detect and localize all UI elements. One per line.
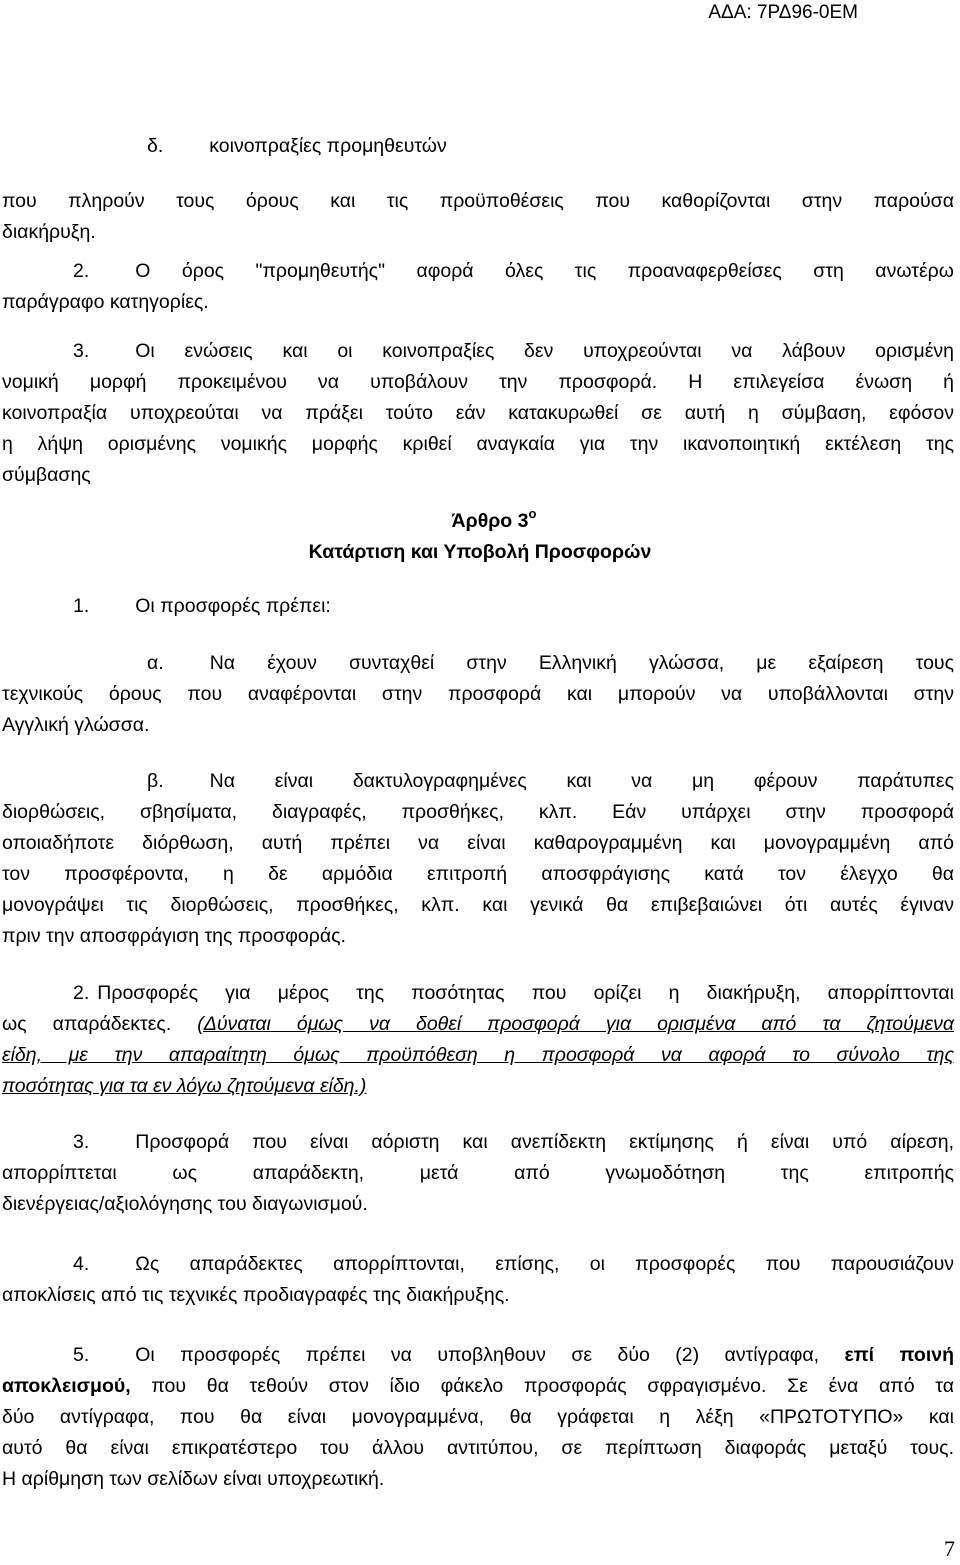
- section-5-line: αυτό θα είναι επικρατέστερο του άλλου αντιτύπου, σε περίπτωση διαφοράς μεταξύ τους.: [2, 1437, 954, 1459]
- section-note-italic: ποσότητας για τα εν λόγω ζητούμενα είδη.): [2, 1075, 367, 1097]
- item-a-line: Αγγλική γλώσσα.: [2, 714, 150, 736]
- section-2-line: [2, 1009, 954, 1041]
- section-number: 1.: [73, 595, 90, 617]
- paragraph-number: 3.: [73, 340, 90, 362]
- item-number: δ.: [147, 135, 164, 157]
- item-b-line: πριν την αποσφράγιση της προσφοράς.: [2, 925, 346, 947]
- item-number: α.: [147, 652, 164, 674]
- article-title: [0, 506, 960, 538]
- item-number: β.: [147, 770, 164, 792]
- section-5-line: [73, 1340, 954, 1372]
- section-4-line: αποκλίσεις από τις τεχνικές προδιαγραφές της διακήρυξης.: [2, 1284, 510, 1306]
- item-text: Να έχουν συνταχθεί στην Ελληνική γλώσσα, με εξαίρεση τους: [209, 652, 954, 674]
- paragraph-3-line: σύμβασης: [2, 464, 91, 486]
- section-text: ως απαράδεκτες.: [2, 1013, 198, 1035]
- item-b-line: οποιαδήποτε διόρθωση, αυτή πρέπει να είναι καθαρογραμμένη και μονογραμμένη από: [2, 832, 954, 854]
- section-5-line: Η αρίθμηση των σελίδων είναι υποχρεωτική.: [2, 1468, 385, 1490]
- section-text: που θα τεθούν στον ίδιο φάκελο προσφοράς σφραγισμένο. Σε ένα από τα: [130, 1375, 954, 1397]
- section-text: Οι προσφορές πρέπει:: [135, 595, 331, 617]
- section-4-line: [73, 1249, 954, 1281]
- section-number: 3.: [73, 1131, 90, 1153]
- article-title-superscript: ο: [528, 506, 537, 521]
- section-text: Προσφορά που είναι αόριστη και ανεπίδεκτη εκτίμησης ή είναι υπό αίρεση,: [135, 1131, 954, 1153]
- article-subtitle: Κατάρτιση και Υποβολή Προσφορών: [308, 541, 652, 563]
- paragraph-line: που πληρούν τους όρους και τις προϋποθέσεις που καθορίζονται στην παρούσα: [2, 190, 954, 212]
- section-1: [73, 591, 331, 623]
- section-2-line: [73, 978, 954, 1010]
- section-text-bold: αποκλεισμού,: [2, 1375, 131, 1397]
- section-3-line: απορρίπτεται ως απαράδεκτη, μετά από γνωμοδότηση της επιτροπής: [2, 1162, 954, 1184]
- section-text: Προσφορές για μέρος της ποσότητας που ορίζει η διακήρυξη, απορρίπτονται: [97, 982, 954, 1004]
- section-3-line: [73, 1127, 954, 1159]
- paragraph-3-line: νομική μορφή προκειμένου να υποβάλουν την προσφορά. Η επιλεγείσα ένωση ή: [2, 371, 954, 393]
- section-3-line: διενέργειας/αξιολόγησης του διαγωνισμού.: [2, 1193, 368, 1215]
- paragraph-3-line: η λήψη ορισμένης νομικής μορφής κριθεί αναγκαία για την ικανοποιητική εκτέλεση της: [2, 433, 954, 455]
- section-5-line: [2, 1371, 954, 1403]
- paragraph-line: διακήρυξη.: [2, 221, 96, 243]
- page-number: 7: [944, 1536, 955, 1561]
- section-text: Οι προσφορές πρέπει να υποβληθουν σε δύο (2) αντίγραφα,: [135, 1344, 845, 1366]
- list-item-d: [147, 131, 447, 163]
- item-b-line: [147, 766, 954, 798]
- item-text: κοινοπραξίες προμηθευτών: [209, 135, 447, 157]
- section-note-italic: είδη, με την απαραίτητη όμως προϋπόθεση η προσφορά να αφορά το σύνολο της: [2, 1044, 954, 1066]
- paragraph-number: 2.: [73, 260, 90, 282]
- item-text: Να είναι δακτυλογραφημένες και να μη φέρουν παράτυπες: [209, 770, 954, 792]
- paragraph-text: Ο όρος "προμηθευτής" αφορά όλες τις προαναφερθείσες στη ανωτέρω: [135, 260, 954, 282]
- item-b-line: μονογράψει τις διορθώσεις, προσθήκες, κλπ. και γενικά θα επιβεβαιώνει ότι αυτές έγιναν: [2, 894, 954, 916]
- section-number: 5.: [73, 1344, 90, 1366]
- section-text-bold: επί ποινή: [844, 1344, 955, 1366]
- section-number: 2.: [73, 982, 90, 1004]
- paragraph-3-line: κοινοπραξία υποχρεούται να πράξει τούτο εάν κατακυρωθεί σε αυτή η σύμβαση, εφόσον: [2, 402, 954, 424]
- paragraph-3-line: [73, 336, 954, 368]
- paragraph-2-line: παράγραφο κατηγορίες.: [2, 291, 209, 313]
- section-number: 4.: [73, 1253, 90, 1275]
- item-b-line: τον προσφέροντα, η δε αρμόδια επιτροπή αποσφράγισης κατά τον έλεγχο θα: [2, 863, 954, 885]
- paragraph-text: Οι ενώσεις και οι κοινοπραξίες δεν υποχρεούνται να λάβουν ορισμένη: [135, 340, 954, 362]
- article-title-text: Άρθρο 3: [451, 510, 529, 532]
- section-note-italic: (Δύναται όμως να δοθεί προσφορά για ορισμένα από τα ζητούμενα: [197, 1013, 954, 1035]
- item-b-line: διορθώσεις, σβησίματα, διαγραφές, προσθήκες, κλπ. Εάν υπάρχει στην προσφορά: [2, 801, 954, 823]
- header-document-code: ΑΔΑ: 7ΡΔ96-0ΕΜ: [708, 2, 858, 23]
- section-5-line: δύο αντίγραφα, που θα είναι μονογραμμένα, θα γράφεται η λέξη «ΠΡΩΤΟΤΥΠΟ» και: [2, 1406, 954, 1428]
- paragraph-2-line: [73, 256, 954, 288]
- item-a-line: τεχνικούς όρους που αναφέρονται στην προσφορά και μπορούν να υποβάλλονται στην: [2, 683, 954, 705]
- section-text: Ως απαράδεκτες απορρίπτονται, επίσης, οι προσφορές που παρουσιάζουν: [135, 1253, 954, 1275]
- item-a-line: [147, 648, 954, 680]
